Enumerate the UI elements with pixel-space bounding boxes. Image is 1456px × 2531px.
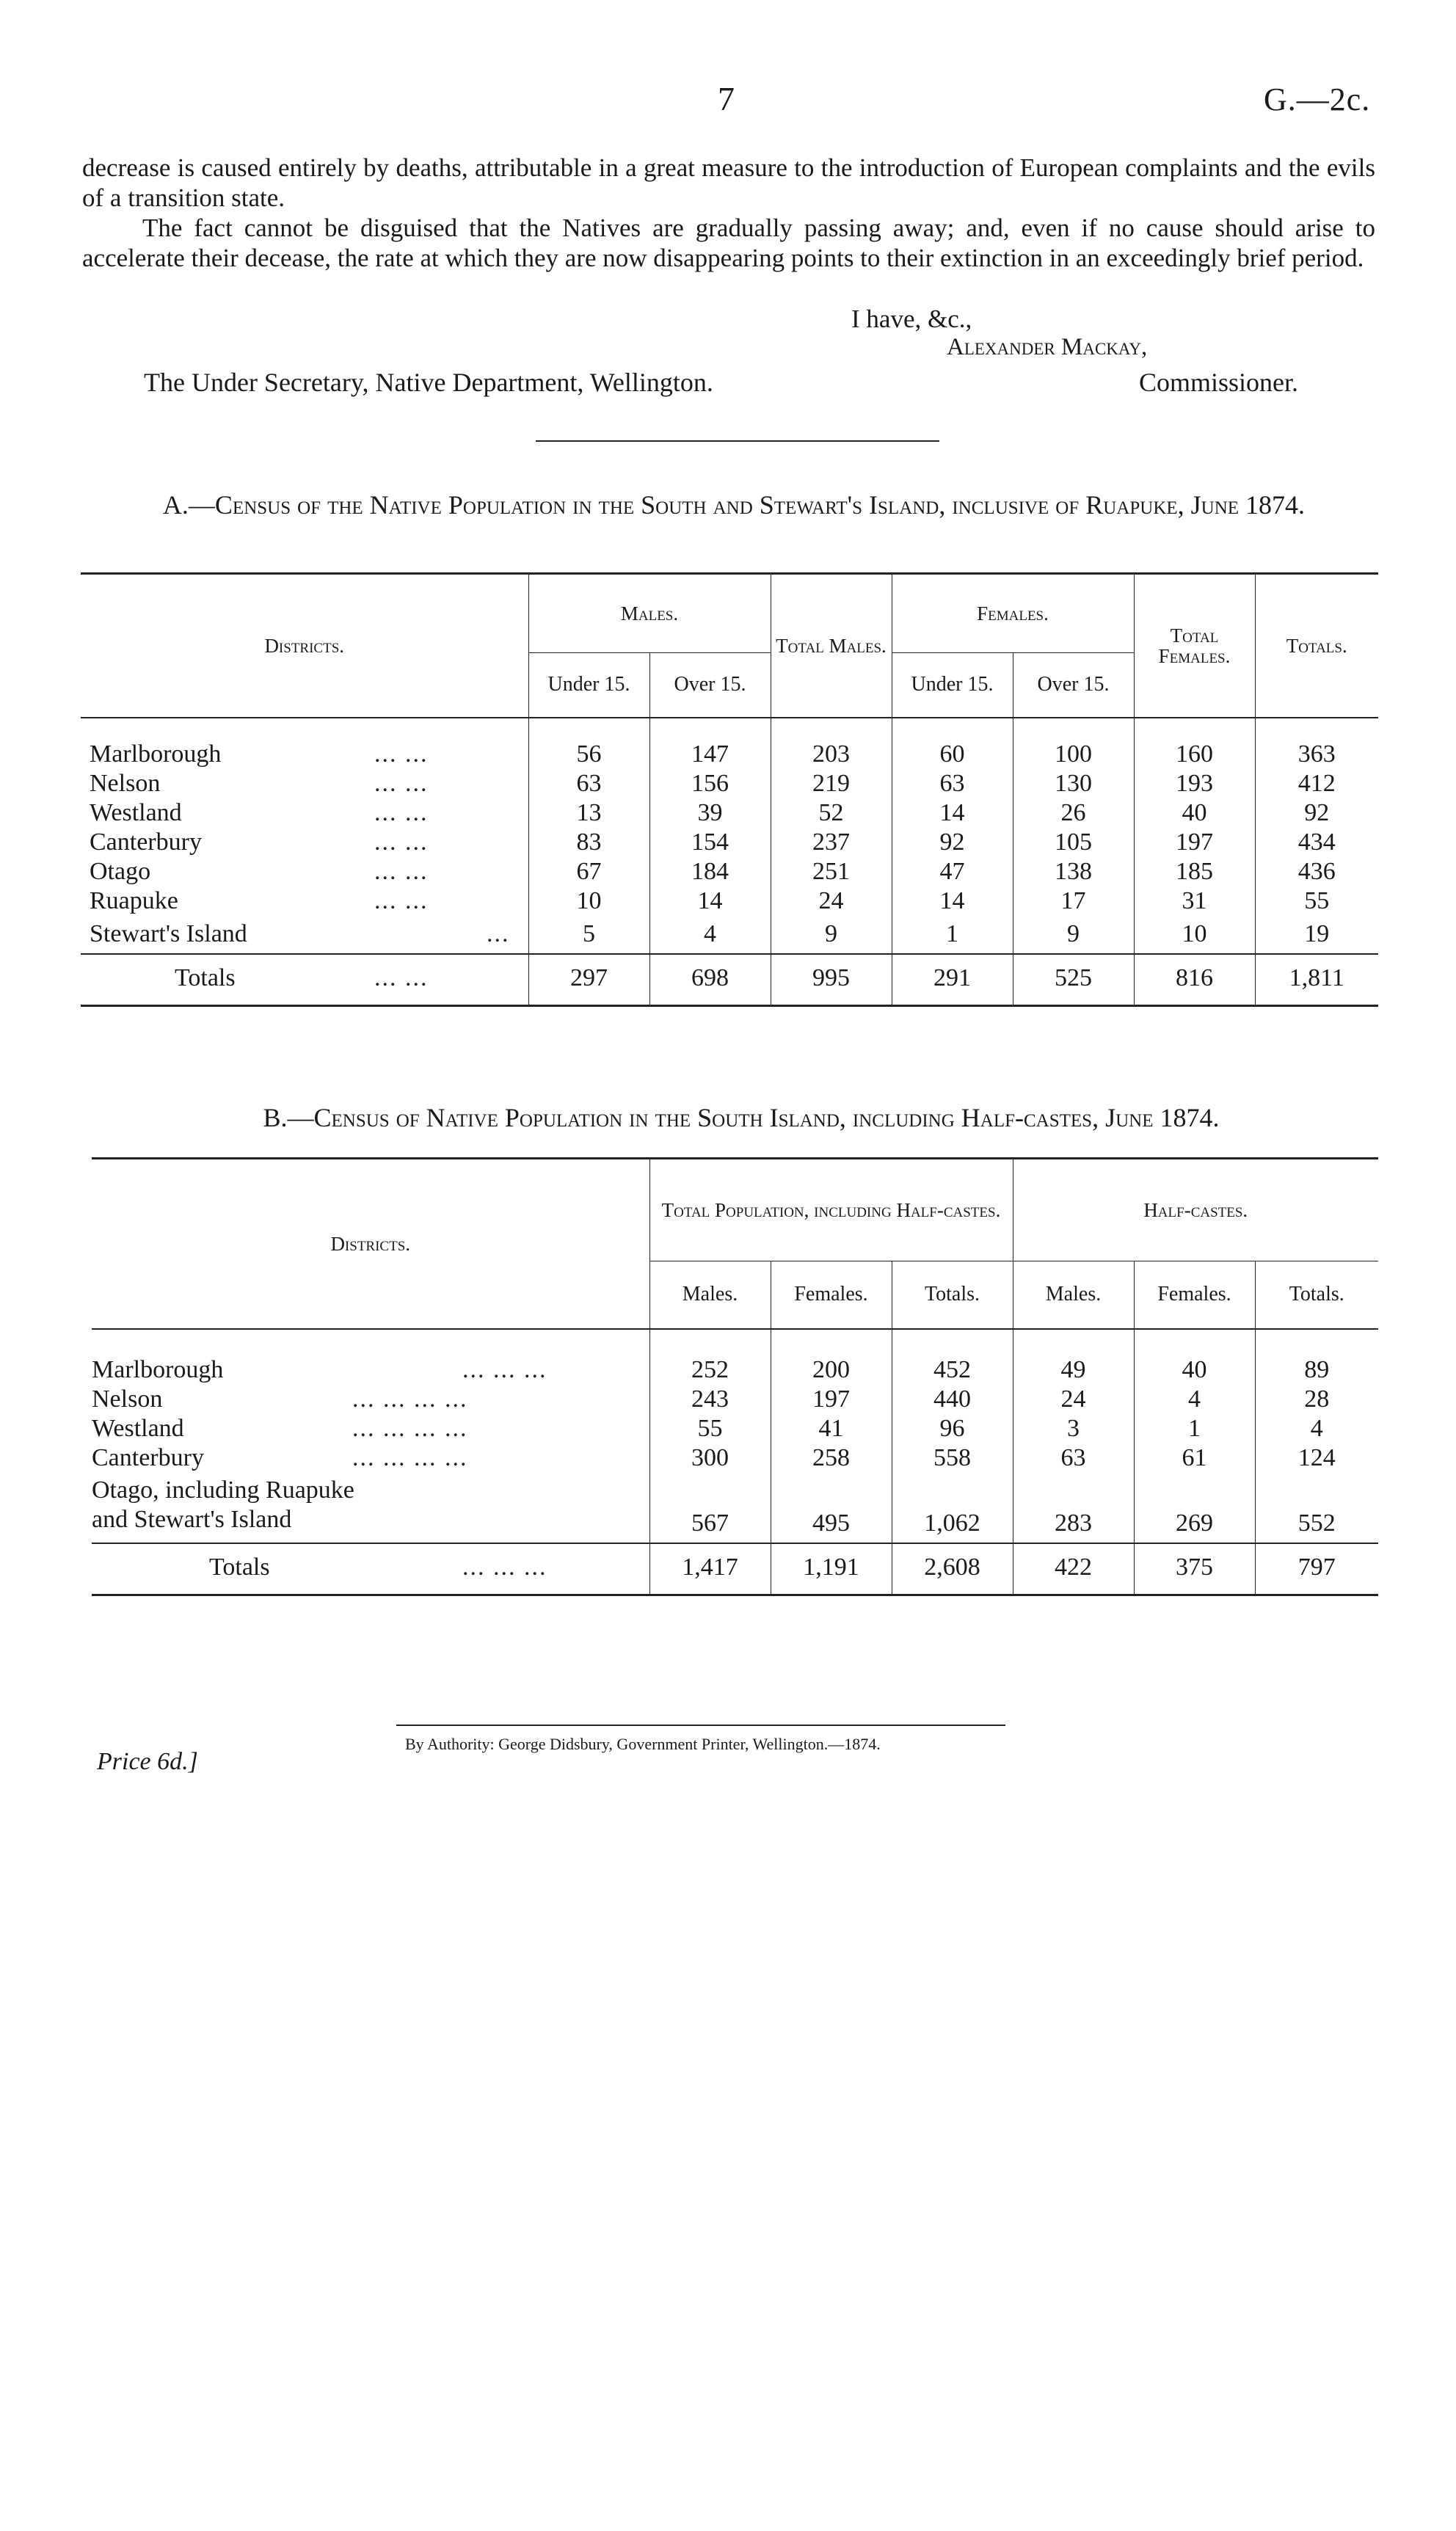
cell-total-females: 193 (1134, 769, 1255, 798)
cell-tp-males: 300 (649, 1443, 771, 1473)
cell-hc-females: 375 (1134, 1543, 1255, 1595)
cell-tp-females: 258 (771, 1443, 892, 1473)
cell-tp-totals: 96 (892, 1414, 1013, 1443)
cell-total-males: 52 (771, 798, 892, 828)
header-females-over-15: Over 15. (1013, 653, 1134, 718)
cell-males-over-15: 4 (649, 916, 771, 954)
header-totals: Totals. (1255, 574, 1378, 718)
document-reference: G.—2c. (1264, 81, 1371, 117)
totals-label: Totals (209, 1553, 270, 1581)
cell-males-over-15: 154 (649, 828, 771, 857)
footer-authority: By Authority: George Didsbury, Government Printer, Wellington.—1874. (405, 1735, 881, 1753)
district-name: Otago, including Ruapuke and Stewart's Island (92, 1476, 354, 1533)
signature-name: Alexander Mackay, (947, 334, 1148, 360)
cell-females-under-15: 47 (892, 857, 1013, 886)
cell-totals: 412 (1255, 769, 1378, 798)
leader-dots: ... ... (374, 769, 429, 797)
header-males-over-15: Over 15. (649, 653, 771, 718)
cell-total-females: 31 (1134, 886, 1255, 916)
cell-tp-totals: 440 (892, 1385, 1013, 1414)
leader-dots: ... ... (374, 857, 429, 885)
cell-males-over-15: 14 (649, 886, 771, 916)
cell-hc-males: 283 (1013, 1473, 1134, 1543)
cell-males-under-15: 56 (528, 740, 649, 769)
signature-closing: I have, &c., (851, 305, 972, 333)
cell-total-females: 10 (1134, 916, 1255, 954)
cell-males-under-15: 63 (528, 769, 649, 798)
cell-females-under-15: 14 (892, 886, 1013, 916)
cell-total-females: 40 (1134, 798, 1255, 828)
district-name: Westland (92, 1414, 184, 1442)
cell-males-under-15: 10 (528, 886, 649, 916)
leader-dots: ... ... ... ... (352, 1443, 468, 1471)
cell-males-over-15: 39 (649, 798, 771, 828)
cell-totals: 92 (1255, 798, 1378, 828)
header-tp-males: Males. (649, 1261, 771, 1329)
cell-hc-males: 49 (1013, 1355, 1134, 1385)
cell-females-under-15: 60 (892, 740, 1013, 769)
signature-addressee: The Under Secretary, Native Department, Wellington. (144, 368, 713, 397)
table-row (81, 916, 1378, 954)
cell-hc-females: 61 (1134, 1443, 1255, 1473)
district-name: Nelson (90, 769, 161, 797)
cell-totals: 55 (1255, 886, 1378, 916)
cell-tp-females: 200 (771, 1355, 892, 1385)
cell-total-females: 160 (1134, 740, 1255, 769)
census-table-a (81, 572, 1378, 1007)
table-row (92, 1355, 1378, 1385)
cell-females-over-15: 105 (1013, 828, 1134, 857)
signature-title: Commissioner. (1139, 368, 1299, 397)
cell-males-under-15: 297 (528, 954, 649, 1006)
header-tp-totals: Totals. (892, 1261, 1013, 1329)
cell-males-over-15: 147 (649, 740, 771, 769)
cell-total-females: 185 (1134, 857, 1255, 886)
district-name: Westland (90, 798, 182, 826)
section-divider (536, 440, 939, 442)
cell-females-over-15: 26 (1013, 798, 1134, 828)
cell-males-under-15: 83 (528, 828, 649, 857)
cell-totals: 363 (1255, 740, 1378, 769)
cell-males-under-15: 67 (528, 857, 649, 886)
leader-dots: ... ... (374, 740, 429, 768)
header-females: Females. (892, 574, 1134, 653)
table-a-caption: A.—Census of the Native Population in the South and Stewart's Island, inclusive of Ruapuke, June 1874. (162, 490, 1306, 520)
census-table-b (92, 1157, 1378, 1596)
leader-dots: ... ... ... ... (352, 1385, 468, 1413)
cell-hc-totals: 124 (1255, 1443, 1378, 1473)
cell-tp-females: 1,191 (771, 1543, 892, 1595)
cell-total-males: 9 (771, 916, 892, 954)
header-males-under-15: Under 15. (528, 653, 649, 718)
table-row (92, 1443, 1378, 1473)
header-hc-females: Females. (1134, 1261, 1255, 1329)
cell-tp-males: 567 (649, 1473, 771, 1543)
leader-dots: ... ... (374, 828, 429, 856)
cell-hc-males: 3 (1013, 1414, 1134, 1443)
cell-females-under-15: 1 (892, 916, 1013, 954)
cell-total-males: 219 (771, 769, 892, 798)
cell-tp-totals: 1,062 (892, 1473, 1013, 1543)
table-row (81, 857, 1378, 886)
cell-females-under-15: 63 (892, 769, 1013, 798)
header-total-population: Total Population, including Half-castes. (649, 1159, 1013, 1261)
cell-hc-males: 422 (1013, 1543, 1134, 1595)
cell-females-over-15: 100 (1013, 740, 1134, 769)
leader-dots: ... ... (374, 964, 429, 991)
table-b-caption: B.—Census of Native Population in the South Island, including Half-castes, June 1874. (263, 1103, 1220, 1132)
body-paragraph-2: The fact cannot be disguised that the Natives are gradually passing away; and, even if no cause should arise to accelerate their decease, the rate at which they are now disappearing points to their extinction in an exceedingly brief period. (82, 214, 1375, 272)
cell-totals: 1,811 (1255, 954, 1378, 1006)
cell-total-females: 816 (1134, 954, 1255, 1006)
leader-dots: ... ... ... (462, 1355, 547, 1383)
cell-tp-males: 252 (649, 1355, 771, 1385)
cell-hc-females: 40 (1134, 1355, 1255, 1385)
cell-females-under-15: 14 (892, 798, 1013, 828)
district-name: Otago (90, 857, 151, 885)
header-hc-males: Males. (1013, 1261, 1134, 1329)
footer-rule (396, 1725, 1005, 1726)
cell-hc-females: 1 (1134, 1414, 1255, 1443)
header-total-males: Total Males. (771, 574, 892, 718)
district-name: Canterbury (90, 828, 202, 856)
cell-hc-totals: 797 (1255, 1543, 1378, 1595)
leader-dots: ... ... (374, 798, 429, 826)
header-districts: Districts. (330, 1232, 411, 1255)
cell-totals: 19 (1255, 916, 1378, 954)
header-tp-females: Females. (771, 1261, 892, 1329)
cell-tp-totals: 452 (892, 1355, 1013, 1385)
district-name: Ruapuke (90, 886, 178, 914)
cell-tp-males: 55 (649, 1414, 771, 1443)
header-half-castes: Half-castes. (1013, 1159, 1378, 1261)
cell-totals: 436 (1255, 857, 1378, 886)
cell-total-males: 251 (771, 857, 892, 886)
table-row (92, 1414, 1378, 1443)
table-row (92, 1473, 1378, 1543)
cell-total-males: 237 (771, 828, 892, 857)
cell-tp-males: 1,417 (649, 1543, 771, 1595)
body-paragraph-1: decrease is caused entirely by deaths, attributable in a great measure to the introduction of European complaints and the evils of a transition state. (82, 153, 1375, 212)
totals-row (81, 954, 1378, 1006)
cell-males-over-15: 184 (649, 857, 771, 886)
table-row (81, 740, 1378, 769)
cell-females-over-15: 525 (1013, 954, 1134, 1006)
cell-hc-males: 24 (1013, 1385, 1134, 1414)
cell-total-males: 24 (771, 886, 892, 916)
cell-females-over-15: 9 (1013, 916, 1134, 954)
cell-tp-females: 197 (771, 1385, 892, 1414)
table-row (81, 828, 1378, 857)
cell-females-over-15: 17 (1013, 886, 1134, 916)
table-row (81, 798, 1378, 828)
page-number: 7 (718, 80, 735, 117)
leader-dots: ... ... (374, 886, 429, 914)
footer-price: Price 6d.] (97, 1748, 198, 1775)
cell-males-under-15: 5 (528, 916, 649, 954)
leader-dots: ... ... ... (462, 1553, 547, 1581)
district-name: Nelson (92, 1385, 163, 1413)
cell-tp-males: 243 (649, 1385, 771, 1414)
table-row (81, 886, 1378, 916)
cell-hc-totals: 4 (1255, 1414, 1378, 1443)
header-males: Males. (528, 574, 771, 653)
cell-hc-males: 63 (1013, 1443, 1134, 1473)
cell-hc-totals: 552 (1255, 1473, 1378, 1543)
cell-females-over-15: 130 (1013, 769, 1134, 798)
cell-females-under-15: 92 (892, 828, 1013, 857)
leader-dots: ... ... ... ... (352, 1414, 468, 1442)
cell-total-males: 995 (771, 954, 892, 1006)
cell-total-males: 203 (771, 740, 892, 769)
cell-females-under-15: 291 (892, 954, 1013, 1006)
cell-hc-females: 4 (1134, 1385, 1255, 1414)
cell-males-under-15: 13 (528, 798, 649, 828)
leader-dots: ... (487, 920, 510, 947)
cell-totals: 434 (1255, 828, 1378, 857)
cell-females-over-15: 138 (1013, 857, 1134, 886)
cell-males-over-15: 698 (649, 954, 771, 1006)
table-row (92, 1385, 1378, 1414)
district-name: Canterbury (92, 1443, 204, 1471)
district-name: Marlborough (92, 1355, 224, 1383)
header-districts: Districts. (264, 634, 345, 657)
cell-hc-totals: 89 (1255, 1355, 1378, 1385)
cell-tp-totals: 2,608 (892, 1543, 1013, 1595)
district-name: Marlborough (90, 740, 222, 768)
header-females-under-15: Under 15. (892, 653, 1013, 718)
totals-label: Totals (175, 964, 236, 991)
cell-tp-females: 41 (771, 1414, 892, 1443)
header-total-females: Total Females. (1134, 574, 1255, 718)
cell-total-females: 197 (1134, 828, 1255, 857)
table-row (81, 769, 1378, 798)
cell-hc-females: 269 (1134, 1473, 1255, 1543)
cell-tp-totals: 558 (892, 1443, 1013, 1473)
totals-row (92, 1543, 1378, 1595)
cell-males-over-15: 156 (649, 769, 771, 798)
district-name: Stewart's Island (90, 920, 247, 947)
cell-tp-females: 495 (771, 1473, 892, 1543)
header-hc-totals: Totals. (1255, 1261, 1378, 1329)
cell-hc-totals: 28 (1255, 1385, 1378, 1414)
